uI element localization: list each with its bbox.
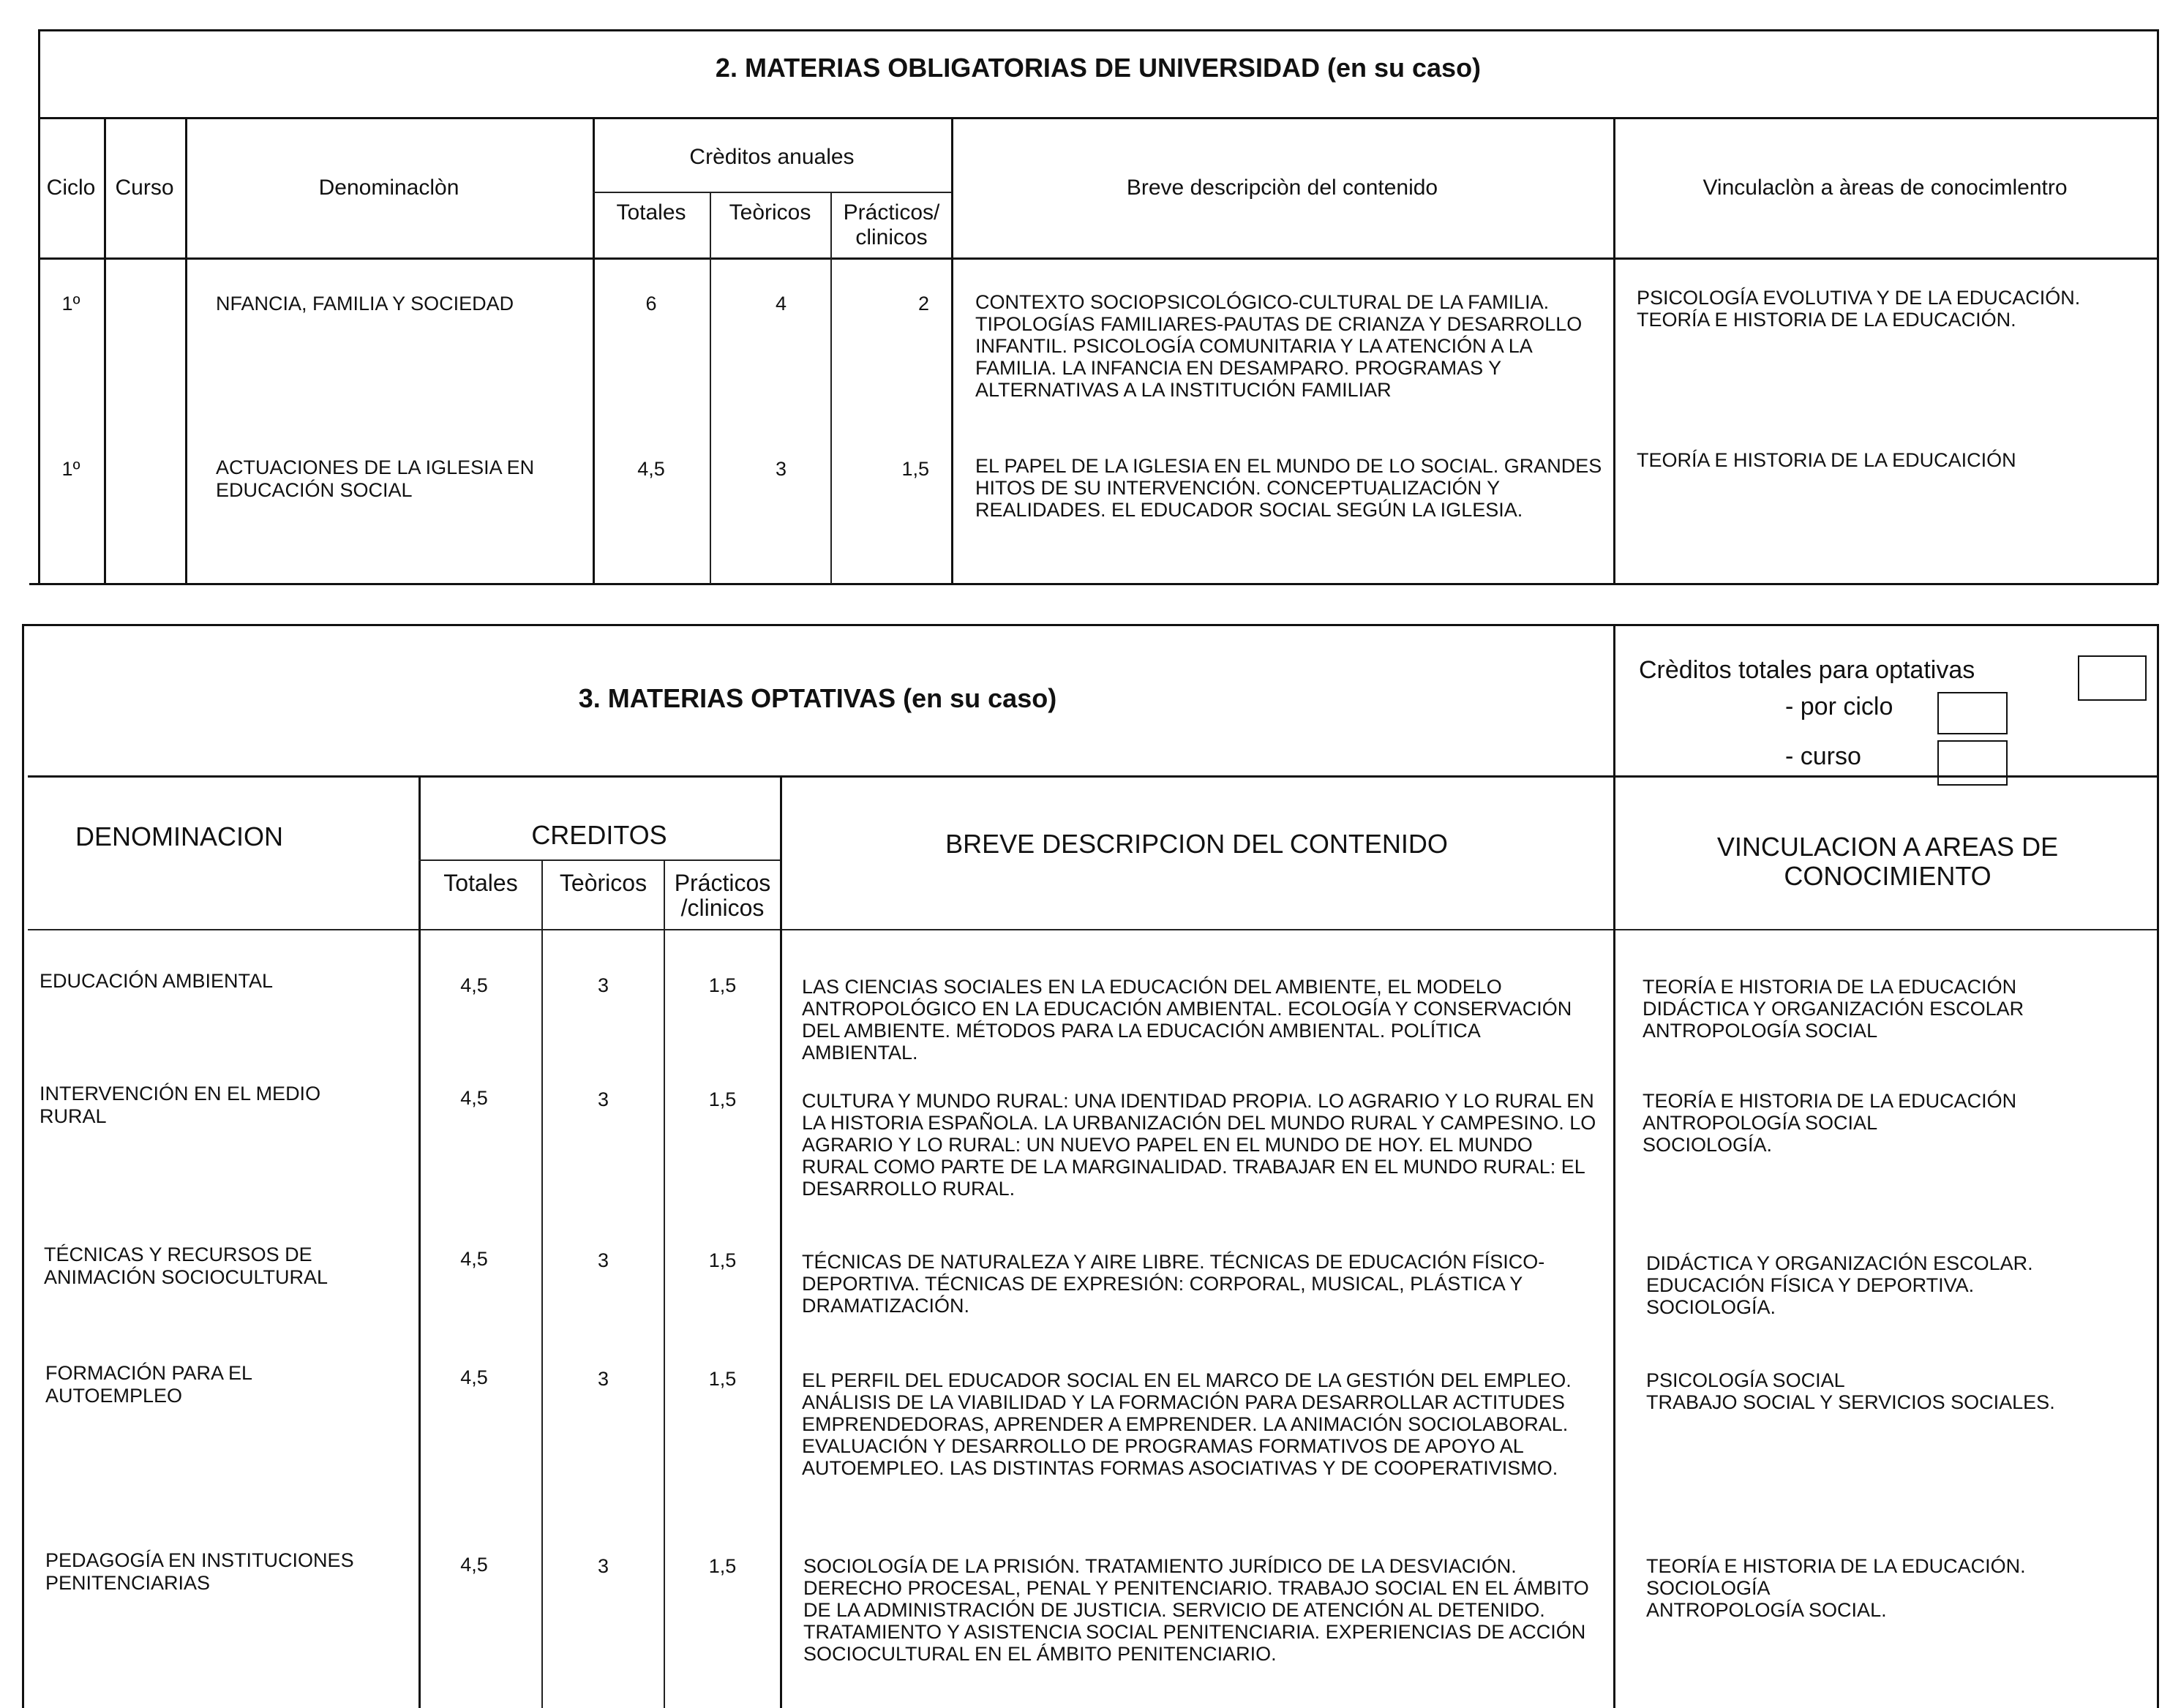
row-totales: 4,5 bbox=[637, 458, 665, 480]
row-vinculacion: TEORÍA E HISTORIA DE LA EDUCACIÓN ANTROPOLOGÍA SOCIAL SOCIOLOGÍA. bbox=[1643, 1090, 2017, 1156]
row-ciclo: 1º bbox=[61, 458, 80, 480]
curso-label: - curso bbox=[1785, 742, 1861, 770]
row-practicos: 1,5 bbox=[901, 458, 929, 480]
row-denominacion: TÉCNICAS Y RECURSOS DE ANIMACIÓN SOCIOCULTURAL bbox=[44, 1244, 329, 1288]
row-practicos: 1,5 bbox=[708, 1088, 737, 1110]
row-practicos: 1,5 bbox=[708, 1368, 737, 1390]
header-teoricos: Teòricos bbox=[729, 200, 811, 225]
row-practicos: 1,5 bbox=[708, 974, 737, 996]
curso-box[interactable] bbox=[1937, 740, 2008, 786]
row-practicos: 1,5 bbox=[708, 1555, 737, 1577]
header-practicos: Prácticos/ clinicos bbox=[843, 200, 940, 249]
header-practicos: Prácticos /clinicos bbox=[674, 870, 771, 921]
row-denominacion: EDUCACIÓN AMBIENTAL bbox=[40, 970, 274, 992]
creditos-totales-box[interactable] bbox=[2078, 655, 2147, 701]
row-denominacion: ACTUACIONES DE LA IGLESIA EN EDUCACIÓN SOCIAL bbox=[216, 456, 535, 501]
header-ciclo: Ciclo bbox=[46, 176, 96, 200]
header-denominacion: Denominaclòn bbox=[318, 176, 459, 200]
row-denominacion: FORMACIÓN PARA EL AUTOEMPLEO bbox=[45, 1362, 252, 1407]
row-totales: 6 bbox=[645, 293, 657, 315]
header-totales: Totales bbox=[443, 870, 518, 896]
row-denominacion: NFANCIA, FAMILIA Y SOCIEDAD bbox=[216, 293, 514, 315]
row-totales: 4,5 bbox=[460, 1554, 488, 1576]
row-descripcion: EL PERFIL DEL EDUCADOR SOCIAL EN EL MARCO DE LA GESTIÓN DEL EMPLEO. ANÁLISIS DE LA VIABILIDAD Y LA FORMACIÓN PARA DESARROLLAR ACTITUDES EMPRENDEDORAS, APRENDER A EMPRENDER. LA ANIMACIÓN SOCIOLABORAL. EVALUACIÓN Y DESARROLLO DE PROGRAMAS FORMATIVOS DE APOYO AL AUTOEMPLEO. LAS DISTINTAS FORMAS ASOCIATIVAS Y DE COOPERATIVISMO. bbox=[802, 1369, 1572, 1479]
row-descripcion: EL PAPEL DE LA IGLESIA EN EL MUNDO DE LO SOCIAL. GRANDES HITOS DE SU INTERVENCIÓN. CONCEPTUALIZACIÓN Y REALIDADES. EL EDUCADOR SOCIAL SEGÚN LA IGLESIA. bbox=[975, 455, 1602, 521]
por-ciclo-box[interactable] bbox=[1937, 692, 2008, 734]
row-practicos: 1,5 bbox=[708, 1249, 737, 1271]
creditos-totales-label: Crèditos totales para optativas bbox=[1639, 656, 1975, 684]
row-denominacion: INTERVENCIÓN EN EL MEDIO RURAL bbox=[40, 1083, 321, 1127]
header-creditos: CREDITOS bbox=[531, 820, 667, 850]
header-vinculacion: VINCULACION A AREAS DE CONOCIMIENTO bbox=[1716, 832, 2059, 891]
header-denominacion: DENOMINACION bbox=[75, 821, 283, 851]
section3-title: 3. MATERIAS OPTATIVAS (en su caso) bbox=[578, 683, 1057, 713]
row-teoricos: 3 bbox=[597, 1249, 609, 1271]
row-vinculacion: DIDÁCTICA Y ORGANIZACIÓN ESCOLAR. EDUCACIÓN FÍSICA Y DEPORTIVA. SOCIOLOGÍA. bbox=[1646, 1252, 2033, 1318]
header-teoricos: Teòricos bbox=[559, 870, 647, 896]
row-totales: 4,5 bbox=[460, 1087, 488, 1109]
row-totales: 4,5 bbox=[460, 1248, 488, 1270]
row-vinculacion: PSICOLOGÍA EVOLUTIVA Y DE LA EDUCACIÓN. TEORÍA E HISTORIA DE LA EDUCACIÓN. bbox=[1637, 287, 2081, 331]
row-denominacion: PEDAGOGÍA EN INSTITUCIONES PENITENCIARIAS bbox=[45, 1549, 354, 1594]
row-descripcion: CULTURA Y MUNDO RURAL: UNA IDENTIDAD PROPIA. LO AGRARIO Y LO RURAL EN LA HISTORIA ESPAÑOLA. LA URBANIZACIÓN DEL MUNDO RURAL Y CAMPESINO. LO AGRARIO Y LO RURAL: UN NUEVO PAPEL EN EL MUNDO DE HOY. EL MUNDO RURAL COMO PARTE DE LA MARGINALIDAD. TRABAJAR EN EL MUNDO RURAL: EL DESARROLLO RURAL. bbox=[802, 1090, 1596, 1200]
header-vinculacion: Vinculaclòn a àreas de conocimlentro bbox=[1703, 176, 2068, 200]
row-vinculacion: PSICOLOGÍA SOCIAL TRABAJO SOCIAL Y SERVICIOS SOCIALES. bbox=[1646, 1369, 2055, 1413]
row-ciclo: 1º bbox=[61, 293, 80, 315]
row-teoricos: 3 bbox=[775, 458, 787, 480]
row-descripcion: TÉCNICAS DE NATURALEZA Y AIRE LIBRE. TÉCNICAS DE EDUCACIÓN FÍSICO-DEPORTIVA. TÉCNICAS DE EXPRESIÓN: CORPORAL, MUSICAL, PLÁSTICA Y DRAMATIZACIÓN. bbox=[802, 1251, 1545, 1317]
por-ciclo-label: - por ciclo bbox=[1785, 693, 1893, 721]
header-creditos-anuales: Crèditos anuales bbox=[689, 145, 855, 169]
row-teoricos: 3 bbox=[597, 1088, 609, 1110]
row-totales: 4,5 bbox=[460, 974, 488, 996]
row-teoricos: 3 bbox=[597, 1555, 609, 1577]
row-descripcion: CONTEXTO SOCIOPSICOLÓGICO-CULTURAL DE LA FAMILIA. TIPOLOGÍAS FAMILIARES-PAUTAS DE CRIANZA Y DESARROLLO INFANTIL. PSICOLOGÍA COMUNITARIA Y LA ATENCIÓN A LA FAMILIA. LA INFANCIA EN DESAMPARO. PROGRAMAS Y ALTERNATIVAS A LA INSTITUCIÓN FAMILIAR bbox=[975, 291, 1583, 401]
section2-title: 2. MATERIAS OBLIGATORIAS DE UNIVERSIDAD (en su caso) bbox=[715, 53, 1482, 83]
header-curso: Curso bbox=[115, 176, 174, 200]
row-teoricos: 4 bbox=[775, 293, 787, 315]
row-descripcion: LAS CIENCIAS SOCIALES EN LA EDUCACIÓN DEL AMBIENTE, EL MODELO ANTROPOLÓGICO EN LA EDUCACIÓN AMBIENTAL. ECOLOGÍA Y CONSERVACIÓN DEL AMBIENTE. MÉTODOS PARA LA EDUCACIÓN AMBIENTAL. POLÍTICA AMBIENTAL. bbox=[802, 976, 1572, 1064]
header-descripcion: Breve descripciòn del contenido bbox=[1126, 176, 1438, 200]
row-teoricos: 3 bbox=[597, 974, 609, 996]
row-vinculacion: TEORÍA E HISTORIA DE LA EDUCAICIÓN bbox=[1637, 449, 2016, 471]
row-teoricos: 3 bbox=[597, 1368, 609, 1390]
row-descripcion: SOCIOLOGÍA DE LA PRISIÓN. TRATAMIENTO JURÍDICO DE LA DESVIACIÓN. DERECHO PROCESAL, PENAL Y PENITENCIARIO. TRABAJO SOCIAL EN EL ÁMBITO DE LA ADMINISTRACIÓN DE JUSTICIA. SERVICIO DE ATENCIÓN AL DETENIDO. TRATAMIENTO Y ASISTENCIA SOCIAL PENITENCIARIA. EXPERIENCIAS DE ACCIÓN SOCIOCULTURAL EN EL ÁMBITO PENITENCIARIO. bbox=[803, 1555, 1589, 1665]
header-descripcion: BREVE DESCRIPCION DEL CONTENIDO bbox=[945, 829, 1448, 859]
row-vinculacion: TEORÍA E HISTORIA DE LA EDUCACIÓN DIDÁCTICA Y ORGANIZACIÓN ESCOLAR ANTROPOLOGÍA SOCIAL bbox=[1643, 976, 2024, 1042]
row-practicos: 2 bbox=[917, 293, 929, 315]
header-totales: Totales bbox=[616, 200, 686, 225]
row-vinculacion: TEORÍA E HISTORIA DE LA EDUCACIÓN. SOCIOLOGÍA ANTROPOLOGÍA SOCIAL. bbox=[1646, 1555, 2026, 1621]
row-totales: 4,5 bbox=[460, 1366, 488, 1388]
